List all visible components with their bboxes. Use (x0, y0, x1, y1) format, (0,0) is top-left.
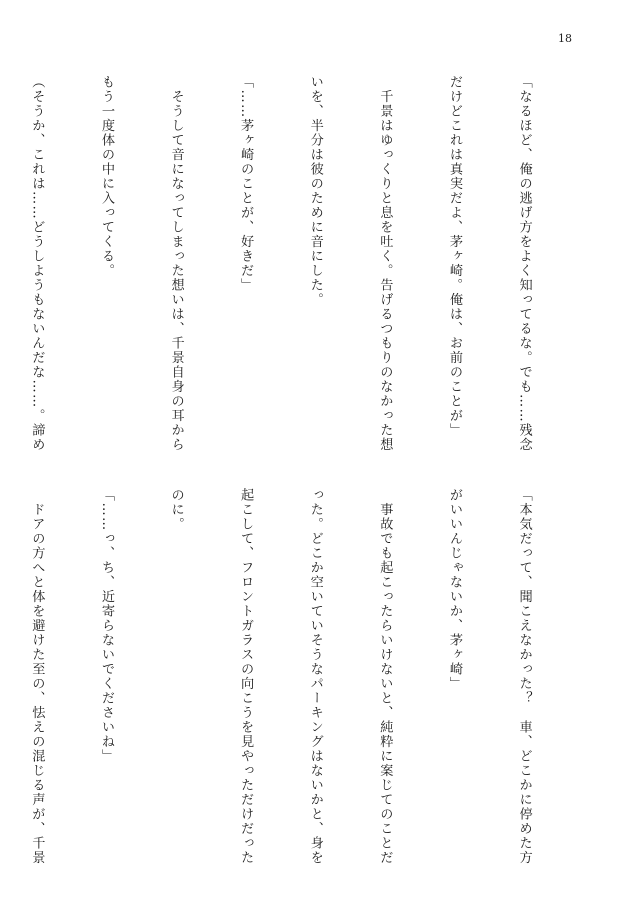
text-line: 「……っ、ち、近寄らないでくださいね」 (98, 488, 114, 764)
text-line: （そうか、これは……どうしようもないんだな……。諦め (29, 75, 45, 452)
text-line: 「……茅ヶ崎のことが、好きだ」 (238, 75, 254, 293)
text-line: もう一度体の中に入ってくる。 (98, 75, 114, 278)
text-line: そうして音になってしまった想いは、千景自身の耳から (168, 75, 184, 452)
page-number: 18 (558, 32, 572, 45)
text-line: のに。 (168, 488, 184, 532)
bottom-text-block (0, 488, 582, 865)
text-line: 「なるほど、俺の逃げ方をよく知ってるな。でも……残念 (516, 75, 532, 452)
text-line: 起こして、フロントガラスの向こうを見やっただけだった (238, 488, 254, 865)
top-text-block (0, 75, 582, 452)
text-line: った。どこか空いていそうなパーキングはないかと、身を (307, 488, 323, 865)
text-line: 事故でも起こったらいけないと、純粋に案じてのことだ (377, 488, 393, 865)
text-line: がいいんじゃないか、茅ヶ崎」 (446, 488, 462, 691)
text-line: だけどこれは真実だよ、茅ヶ崎。俺は、お前のことが」 (446, 75, 462, 438)
text-line: ドアの方へと体を避けた至の、怯えの混じる声が、千景 (29, 488, 45, 865)
text-line: いを、半分は彼のために音にした。 (307, 75, 323, 307)
text-line: 「本気だって、聞こえなかった？ 車、どこかに停めた方 (516, 488, 532, 865)
text-line: 千景はゆっくりと息を吐く。告げるつもりのなかった想 (377, 75, 393, 452)
